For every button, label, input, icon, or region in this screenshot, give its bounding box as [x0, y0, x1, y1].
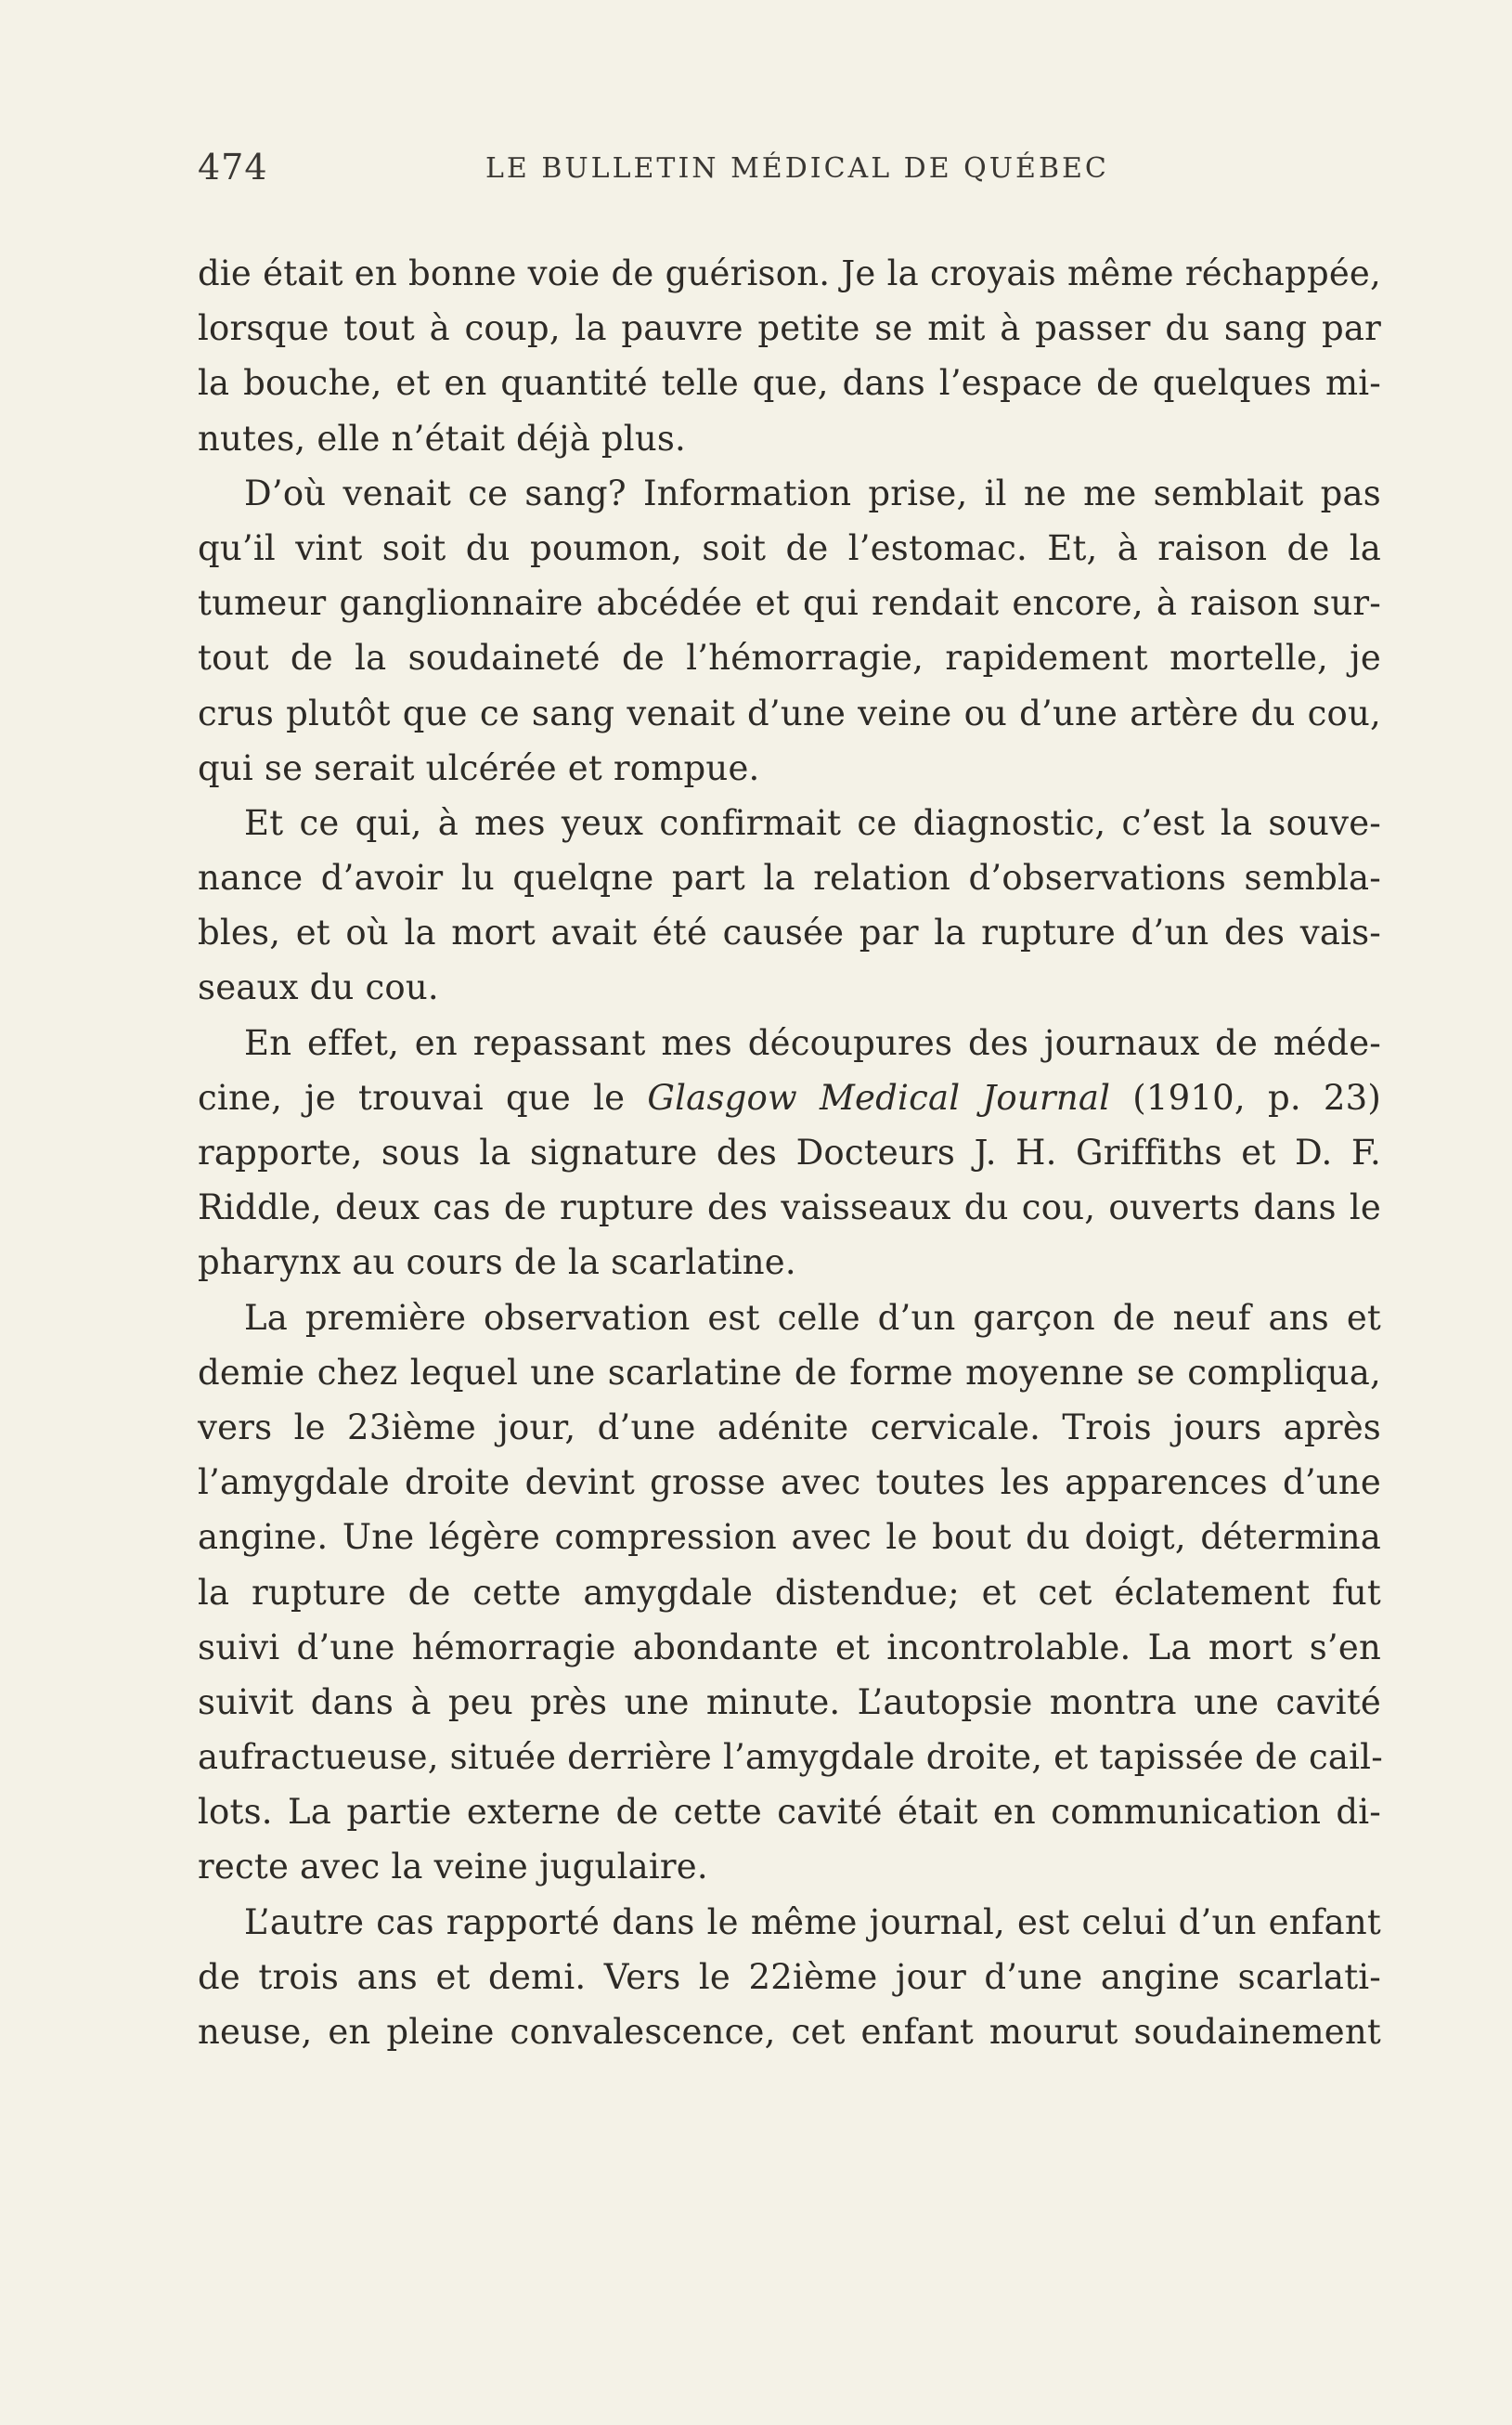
text-line: L’autre cas rapporté dans le même journal, est celui d’un enfant [244, 1901, 1381, 1942]
text-segment: cine, je trouvai que le [198, 1077, 626, 1118]
text-line: qui se serait ulcérée et rompue. [198, 747, 760, 788]
text-line: La première observation est celle d’un garçon de neuf ans et [244, 1297, 1381, 1338]
text-line: vers le 23ième jour, d’une adénite cervicale. Trois jours après [198, 1407, 1381, 1447]
text-line: En effet, en repassant mes découpures des journaux de méde- [244, 1022, 1381, 1063]
text-line: lorsque tout à coup, la pauvre petite se mit à passer du sang par [198, 308, 1381, 349]
text-line: qu’il vint soit du poumon, soit de l’estomac. Et, à raison de la [198, 527, 1381, 568]
text-line: tumeur ganglionnaire abcédée et qui rendait encore, à raison sur- [198, 583, 1381, 624]
text-line: die était en bonne voie de guérison. Je la croyais même réchappée, [198, 253, 1381, 293]
text-line: la rupture de cette amygdale distendue; et cet éclatement fut [198, 1572, 1381, 1613]
text-line: pharynx au cours de la scarlatine. [198, 1242, 796, 1283]
text-line: Riddle, deux cas de rupture des vaisseaux du cou, ouverts dans le [198, 1187, 1381, 1228]
text-line: D’où venait ce sang? Information prise, il ne me semblait pas [244, 473, 1381, 513]
text-line: Et ce qui, à mes yeux confirmait ce diagnostic, c’est la souve- [244, 802, 1381, 843]
page-number: 474 [198, 147, 268, 188]
text-line: demie chez lequel une scarlatine de forme moyenne se compliqua, [198, 1352, 1381, 1393]
text-line: nutes, elle n’était déjà plus. [198, 418, 687, 459]
text-line: nance d’avoir lu quelqne part la relation d’observations sembla- [198, 858, 1381, 899]
text-line: lots. La partie externe de cette cavité était en communication di- [198, 1792, 1381, 1833]
text-line: l’amygdale droite devint grosse avec toutes les apparences d’une [198, 1462, 1381, 1503]
text-line: de trois ans et demi. Vers le 22ième jour d’une angine scarlati- [198, 1956, 1381, 1997]
text-line: la bouche, et en quantité telle que, dans l’espace de quelques mi- [198, 363, 1381, 404]
text-line [198, 1070, 1381, 1125]
text-line: seaux du cou. [198, 967, 439, 1008]
text-line: aufractueuse, située derrière l’amygdale droite, et tapissée de cail- [198, 1737, 1383, 1778]
text-line: suivi d’une hémorragie abondante et incontrolable. La mort s’en [198, 1627, 1381, 1667]
text-line: crus plutôt que ce sang venait d’une veine ou d’une artère du cou, [198, 693, 1381, 733]
text-line: neuse, en pleine convalescence, cet enfant mourut soudainement [198, 2012, 1381, 2052]
text-line: bles, et où la mort avait été causée par la rupture d’un des vais- [198, 913, 1381, 953]
text-line: angine. Une légère compression avec le bout du doigt, détermina [198, 1517, 1381, 1558]
journal-title: Glasgow Medical Journal [647, 1077, 1111, 1118]
page-header [198, 147, 1376, 199]
text-line: rapporte, sous la signature des Docteurs J. H. Griffiths et D. F. [198, 1133, 1381, 1173]
text-segment: (1910, p. 23) [1132, 1077, 1382, 1118]
text-line: suivit dans à peu près une minute. L’autopsie montra une cavité [198, 1681, 1381, 1722]
body-text [198, 246, 1381, 2059]
text-line: recte avec la veine jugulaire. [198, 1847, 708, 1887]
text-line: tout de la soudaineté de l’hémorragie, rapidement mortelle, je [198, 638, 1381, 679]
running-title: LE BULLETIN MÉDICAL DE QUÉBEC [485, 152, 1109, 185]
